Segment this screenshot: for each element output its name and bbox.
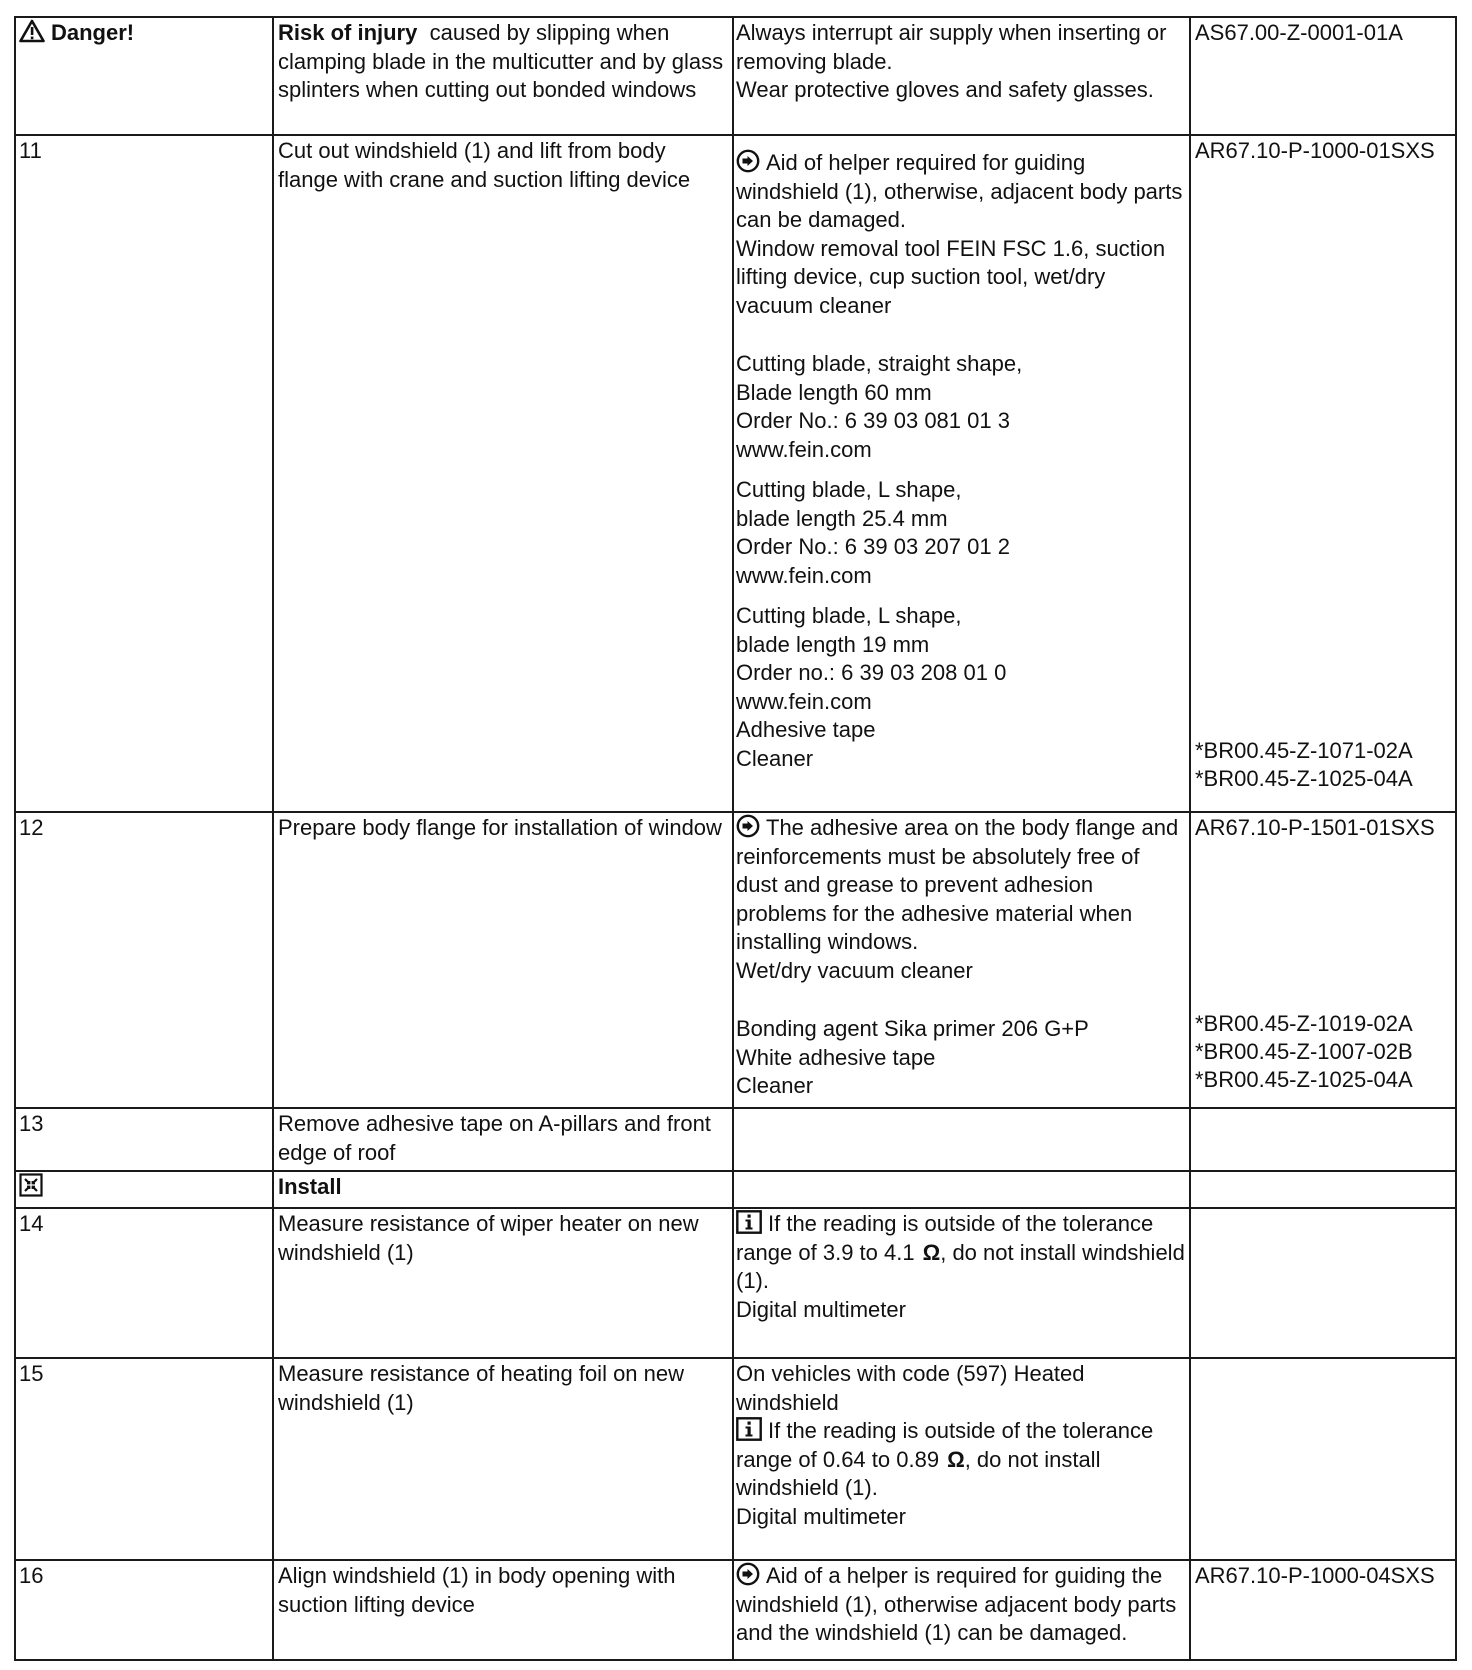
step-13-row <box>15 1108 1456 1170</box>
step-11-refs <box>1190 135 1456 812</box>
blade-2-type: Cutting blade, L shape, <box>736 477 962 503</box>
step-14-details <box>733 1208 1190 1358</box>
step-11-ref-cleaner[interactable]: *BR00.45-Z-1025-04A <box>1195 766 1413 792</box>
step-14-row <box>15 1208 1456 1358</box>
step-15-number: 15 <box>15 1358 273 1560</box>
risk-heading: Risk of injury <box>278 20 418 45</box>
step-15-condition: On vehicles with code (597) Heated windshield <box>736 1361 1085 1415</box>
step-11-ref-tape[interactable]: *BR00.45-Z-1071-02A <box>1195 738 1413 764</box>
danger-ref <box>1190 17 1456 135</box>
step-11-material-tape: Adhesive tape <box>736 717 876 743</box>
step-12-note-text: The adhesive area on the body flange and reinforcements must be absolutely free of dust and grease to prevent adhesion problems for the adhesive material when installing windows. <box>736 815 1179 955</box>
danger-note-protection: Wear protective gloves and safety glasses. <box>736 77 1154 102</box>
step-11-note <box>736 149 1187 235</box>
blade-3-order: Order no.: 6 39 03 208 01 0 <box>736 660 1007 686</box>
step-12-ref-main[interactable]: AR67.10-P-1501-01SXS <box>1195 815 1435 841</box>
step-11-number: 11 <box>15 135 273 812</box>
step-13-number: 13 <box>15 1108 273 1170</box>
install-icon <box>19 1173 43 1197</box>
blade-1-length: Blade length 60 mm <box>736 379 932 405</box>
step-12-tool: Wet/dry vacuum cleaner <box>736 957 973 983</box>
step-14-info-tail: , do not install windshield (1). <box>736 1239 1185 1294</box>
procedure-table <box>14 16 1457 1661</box>
step-14-number: 14 <box>15 1208 273 1358</box>
step-14-tool: Digital multimeter <box>736 1296 906 1322</box>
ohm-symbol: Ω <box>947 1446 965 1472</box>
step-15-action: Measure resistance of heating foil on new windshield (1) <box>273 1358 733 1560</box>
blade-2-order: Order No.: 6 39 03 207 01 2 <box>736 534 1010 560</box>
blade-1-url[interactable]: www.fein.com <box>736 436 872 462</box>
danger-row <box>15 17 1456 135</box>
step-11-note-text: Aid of helper required for guiding windshield (1), otherwise, adjacent body parts can be damaged. <box>736 150 1183 233</box>
danger-label: Danger! <box>51 20 135 45</box>
step-13-details <box>733 1108 1190 1170</box>
step-16-note <box>736 1562 1187 1648</box>
risk-text: caused by slipping when clamping blade in the multicutter and by glass splinters when cutting out bonded windows <box>278 20 724 102</box>
step-12-number: 12 <box>15 812 273 1108</box>
step-11-details <box>733 135 1190 812</box>
step-15-tool: Digital multimeter <box>736 1503 906 1529</box>
info-icon <box>736 1210 762 1234</box>
install-icon-cell <box>15 1171 273 1209</box>
step-15-details <box>733 1358 1190 1560</box>
install-label: Install <box>278 1173 342 1199</box>
danger-description <box>273 17 733 135</box>
blade-2-url[interactable]: www.fein.com <box>736 562 872 588</box>
step-12-refs <box>1190 812 1456 1108</box>
step-13-refs <box>1190 1108 1456 1170</box>
ohm-symbol: Ω <box>922 1239 941 1265</box>
danger-note-air: Always interrupt air supply when inserting or removing blade. <box>736 20 1167 74</box>
step-12-material-primer: Bonding agent Sika primer 206 G+P <box>736 1016 1089 1042</box>
step-16-refs <box>1190 1560 1456 1660</box>
step-16-action: Align windshield (1) in body opening with suction lifting device <box>273 1560 733 1660</box>
step-16-details <box>733 1560 1190 1660</box>
step-12-note <box>736 814 1187 957</box>
step-12-ref-cleaner[interactable]: *BR00.45-Z-1025-04A <box>1195 1067 1413 1093</box>
install-refs <box>1190 1171 1456 1209</box>
step-15-info-text: If the reading is outside of the tolerance range of 0.64 to 0.89 <box>736 1418 1154 1472</box>
step-13-action: Remove adhesive tape on A-pillars and front edge of roof <box>273 1108 733 1170</box>
step-14-action: Measure resistance of wiper heater on new windshield (1) <box>273 1208 733 1358</box>
blade-3-url[interactable]: www.fein.com <box>736 688 872 714</box>
blade-1-order: Order No.: 6 39 03 081 01 3 <box>736 408 1010 434</box>
step-12-ref-primer[interactable]: *BR00.45-Z-1019-02A <box>1195 1011 1413 1037</box>
step-14-info-text: If the reading is outside of the tolerance range of 3.9 to 4.1 <box>736 1211 1154 1265</box>
step-12-row <box>15 812 1456 1108</box>
warning-triangle-icon <box>19 19 45 43</box>
step-12-material-cleaner: Cleaner <box>736 1073 814 1099</box>
step-11-action: Cut out windshield (1) and lift from body flange with crane and suction lifting device <box>273 135 733 812</box>
install-heading <box>273 1171 733 1209</box>
step-16-row <box>15 1560 1456 1660</box>
info-icon <box>736 1417 762 1441</box>
blade-3-type: Cutting blade, L shape, <box>736 603 962 629</box>
step-15-row <box>15 1358 1456 1560</box>
step-12-ref-tape[interactable]: *BR00.45-Z-1007-02B <box>1195 1039 1413 1065</box>
install-row <box>15 1171 1456 1209</box>
note-hand-icon <box>736 1562 760 1586</box>
danger-ref-link[interactable]: AS67.00-Z-0001-01A <box>1195 20 1403 45</box>
step-16-number: 16 <box>15 1560 273 1660</box>
note-hand-icon <box>736 149 760 173</box>
step-12-material-tape: White adhesive tape <box>736 1044 936 1070</box>
blade-1-type: Cutting blade, straight shape, <box>736 351 1023 377</box>
blade-2-length: blade length 25.4 mm <box>736 505 948 531</box>
step-11-tools: Window removal tool FEIN FSC 1.6, suction lifting device, cup suction tool, wet/dry vacuum cleaner <box>736 235 1166 318</box>
step-12-action: Prepare body flange for installation of window <box>273 812 733 1108</box>
step-11-material-cleaner: Cleaner <box>736 745 814 771</box>
danger-notes <box>733 17 1190 135</box>
step-14-info <box>736 1210 1187 1296</box>
step-14-refs <box>1190 1208 1456 1358</box>
step-12-details <box>733 812 1190 1108</box>
install-details <box>733 1171 1190 1209</box>
step-15-info-tail: , do not install windshield (1). <box>736 1446 1101 1501</box>
step-11-row <box>15 135 1456 812</box>
step-11-ref-main[interactable]: AR67.10-P-1000-01SXS <box>1195 138 1435 164</box>
step-16-note-text: Aid of a helper is required for guiding the windshield (1), otherwise adjacent body parts and the windshield (1) can be damaged. <box>736 1563 1177 1646</box>
step-16-ref-main[interactable]: AR67.10-P-1000-04SXS <box>1195 1563 1435 1589</box>
blade-3-length: blade length 19 mm <box>736 631 930 657</box>
step-15-refs <box>1190 1358 1456 1560</box>
note-hand-icon <box>736 814 760 838</box>
step-15-info <box>736 1417 1187 1503</box>
danger-cell <box>15 17 273 135</box>
